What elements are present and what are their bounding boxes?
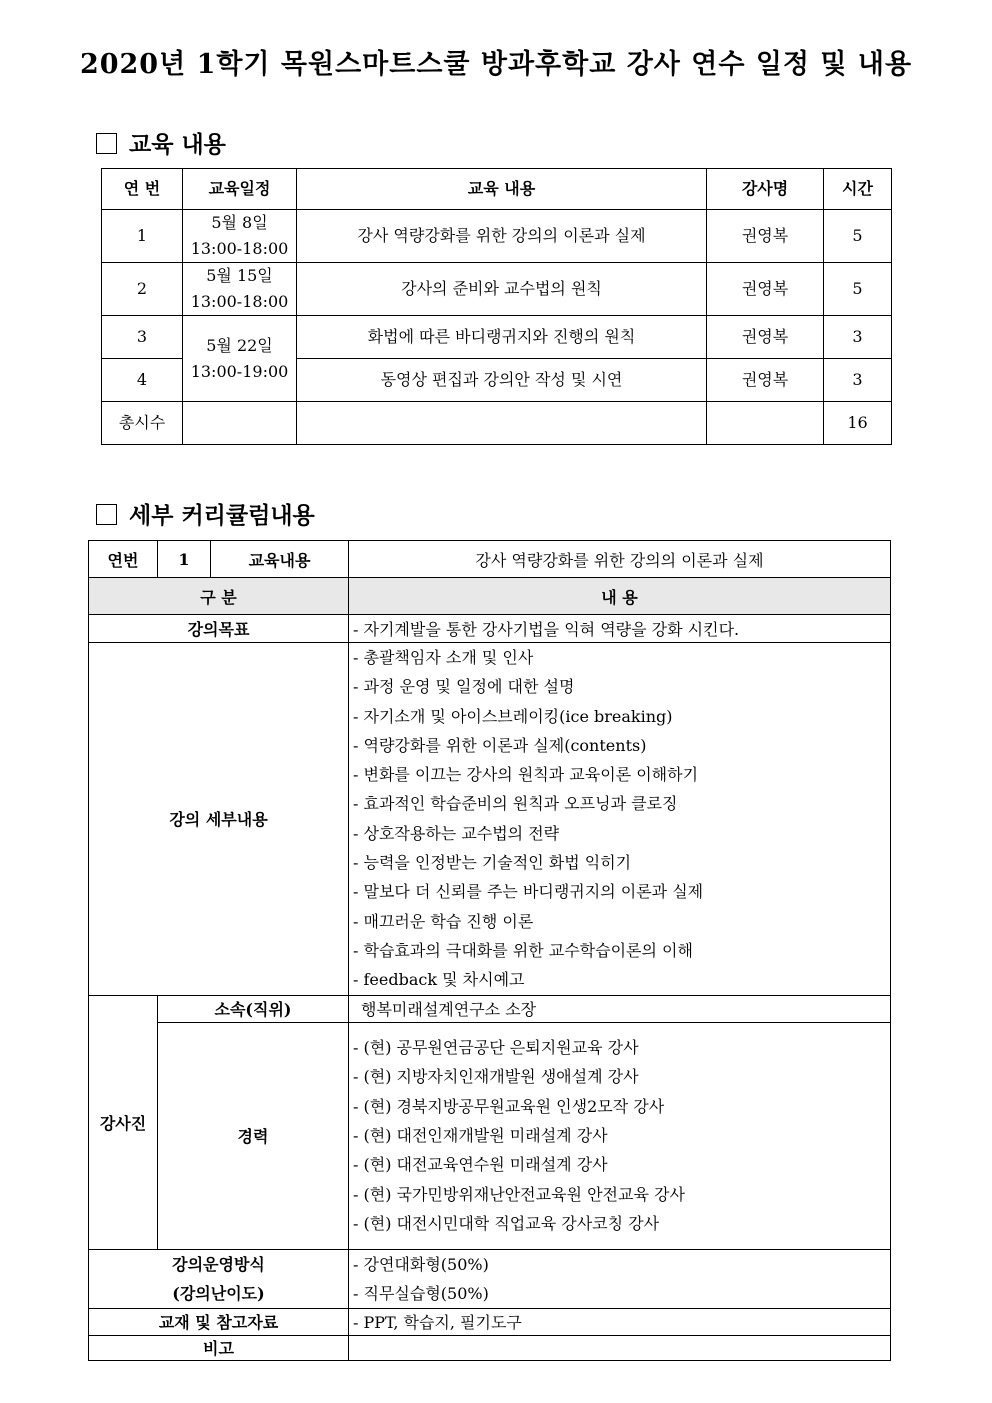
col-header-content: 내 용 bbox=[349, 578, 891, 615]
total-empty bbox=[183, 402, 297, 445]
total-empty bbox=[297, 402, 707, 445]
career-list bbox=[349, 1022, 891, 1249]
schedule-table bbox=[101, 168, 892, 445]
checkbox-square-icon bbox=[96, 133, 117, 154]
method-label bbox=[89, 1249, 349, 1308]
goal-label: 강의목표 bbox=[89, 615, 349, 643]
total-hours: 16 bbox=[824, 402, 892, 445]
total-row bbox=[102, 402, 892, 445]
affiliation-row bbox=[89, 995, 891, 1022]
list-item: - 효과적인 학습준비의 원칙과 오프닝과 클로징 bbox=[353, 794, 678, 814]
table-row bbox=[102, 210, 892, 263]
row-date: 5월 8일 bbox=[211, 213, 268, 232]
no-label: 연번 bbox=[89, 541, 158, 578]
list-item: - 직무실습형(50%) bbox=[353, 1283, 489, 1303]
list-item: - 학습효과의 극대화를 위한 교수학습이론의 이해 bbox=[353, 940, 693, 960]
total-empty bbox=[707, 402, 824, 445]
checkbox-square-icon bbox=[96, 504, 117, 525]
goal-row bbox=[89, 615, 891, 643]
row-instructor: 권영복 bbox=[707, 210, 824, 263]
detail-list bbox=[349, 643, 891, 996]
list-item: - (현) 공무원연금공단 은퇴지원교육 강사 bbox=[353, 1038, 639, 1058]
goal-value: - 자기계발을 통한 강사기법을 익혀 역량을 강화 시킨다. bbox=[349, 615, 891, 643]
row-no: 2 bbox=[102, 263, 183, 316]
list-item: - 역량강화를 위한 이론과 실제(contents) bbox=[353, 735, 647, 755]
list-item: - 과정 운영 및 일정에 대한 설명 bbox=[353, 677, 575, 697]
row-instructor: 권영복 bbox=[707, 359, 824, 402]
remarks-value bbox=[349, 1335, 891, 1360]
row-time: 13:00-19:00 bbox=[190, 361, 289, 381]
row-schedule bbox=[183, 316, 297, 402]
list-item: - 말보다 더 신뢰를 주는 바디랭귀지의 이론과 실제 bbox=[353, 882, 704, 902]
row-time: 13:00-18:00 bbox=[190, 239, 289, 258]
curriculum-header-row bbox=[89, 578, 891, 615]
list-item: - 상호작용하는 교수법의 전략 bbox=[353, 823, 560, 843]
career-label: 경력 bbox=[158, 1022, 349, 1249]
list-item: - 변화를 이끄는 강사의 원칙과 교육이론 이해하기 bbox=[353, 765, 699, 785]
list-item: - (현) 지방자치인재개발원 생애설계 강사 bbox=[353, 1067, 639, 1087]
section-heading-education bbox=[96, 126, 226, 159]
row-schedule bbox=[183, 263, 297, 316]
table-row bbox=[102, 263, 892, 316]
remarks-row bbox=[89, 1335, 891, 1360]
header-instructor: 강사명 bbox=[707, 169, 824, 210]
row-schedule bbox=[183, 210, 297, 263]
curriculum-table bbox=[88, 540, 891, 1361]
list-item: - 매끄러운 학습 진행 이론 bbox=[353, 911, 534, 931]
list-item: - (현) 대전인재개발원 미래설계 강사 bbox=[353, 1125, 608, 1145]
section-heading-curriculum bbox=[96, 497, 315, 530]
header-no: 연 번 bbox=[102, 169, 183, 210]
method-label-line: (강의난이도) bbox=[172, 1283, 265, 1303]
row-instructor: 권영복 bbox=[707, 263, 824, 316]
table-row bbox=[102, 316, 892, 359]
content-label: 교육내용 bbox=[211, 541, 349, 578]
no-value: 1 bbox=[158, 541, 211, 578]
list-item: - feedback 및 차시예고 bbox=[353, 970, 525, 990]
list-item: - 강연대화형(50%) bbox=[353, 1254, 489, 1274]
col-header-category: 구 분 bbox=[89, 578, 349, 615]
row-content: 강사의 준비와 교수법의 원칙 bbox=[297, 263, 707, 316]
list-item: - 능력을 인정받는 기술적인 화법 익히기 bbox=[353, 853, 632, 873]
row-date: 5월 15일 bbox=[206, 266, 273, 285]
curriculum-info-row bbox=[89, 541, 891, 578]
total-label: 총시수 bbox=[102, 402, 183, 445]
materials-value: - PPT, 학습지, 필기도구 bbox=[349, 1308, 891, 1335]
affiliation-label: 소속(직위) bbox=[158, 995, 349, 1022]
materials-row bbox=[89, 1308, 891, 1335]
detail-label: 강의 세부내용 bbox=[89, 643, 349, 996]
list-item: - (현) 국가민방위재난안전교육원 안전교육 강사 bbox=[353, 1184, 685, 1204]
row-content: 화법에 따른 바디랭귀지와 진행의 원칙 bbox=[297, 316, 707, 359]
row-content: 동영상 편집과 강의안 작성 및 시연 bbox=[297, 359, 707, 402]
row-hours: 5 bbox=[824, 210, 892, 263]
table-header-row bbox=[102, 169, 892, 210]
row-hours: 3 bbox=[824, 359, 892, 402]
staff-label: 강사진 bbox=[89, 995, 158, 1249]
row-hours: 5 bbox=[824, 263, 892, 316]
header-content: 교육 내용 bbox=[297, 169, 707, 210]
list-item: - 총괄책임자 소개 및 인사 bbox=[353, 648, 534, 667]
section-title: 교육 내용 bbox=[129, 131, 226, 158]
row-instructor: 권영복 bbox=[707, 316, 824, 359]
list-item: - 자기소개 및 아이스브레이킹(ice breaking) bbox=[353, 706, 673, 726]
list-item: - (현) 경북지방공무원교육원 인생2모작 강사 bbox=[353, 1096, 665, 1116]
method-row bbox=[89, 1249, 891, 1308]
method-label-line: 강의운영방식 bbox=[172, 1254, 265, 1274]
header-hours: 시간 bbox=[824, 169, 892, 210]
section-title: 세부 커리큘럼내용 bbox=[129, 502, 315, 529]
row-content: 강사 역량강화를 위한 강의의 이론과 실제 bbox=[297, 210, 707, 263]
row-no: 4 bbox=[102, 359, 183, 402]
list-item: - (현) 대전교육연수원 미래설계 강사 bbox=[353, 1155, 608, 1175]
content-value: 강사 역량강화를 위한 강의의 이론과 실제 bbox=[349, 541, 891, 578]
affiliation-value: 행복미래설계연구소 소장 bbox=[349, 995, 891, 1022]
row-date: 5월 22일 bbox=[206, 335, 273, 355]
row-no: 3 bbox=[102, 316, 183, 359]
method-list bbox=[349, 1249, 891, 1308]
career-row bbox=[89, 1022, 891, 1249]
page-title: 2020년 1학기 목원스마트스쿨 방과후학교 강사 연수 일정 및 내용 bbox=[79, 49, 913, 80]
materials-label: 교재 및 참고자료 bbox=[89, 1308, 349, 1335]
detail-row bbox=[89, 643, 891, 996]
row-no: 1 bbox=[102, 210, 183, 263]
row-time: 13:00-18:00 bbox=[190, 292, 289, 311]
row-hours: 3 bbox=[824, 316, 892, 359]
list-item: - (현) 대전시민대학 직업교육 강사코칭 강사 bbox=[353, 1213, 660, 1233]
remarks-label: 비고 bbox=[89, 1335, 349, 1360]
header-schedule: 교육일정 bbox=[183, 169, 297, 210]
